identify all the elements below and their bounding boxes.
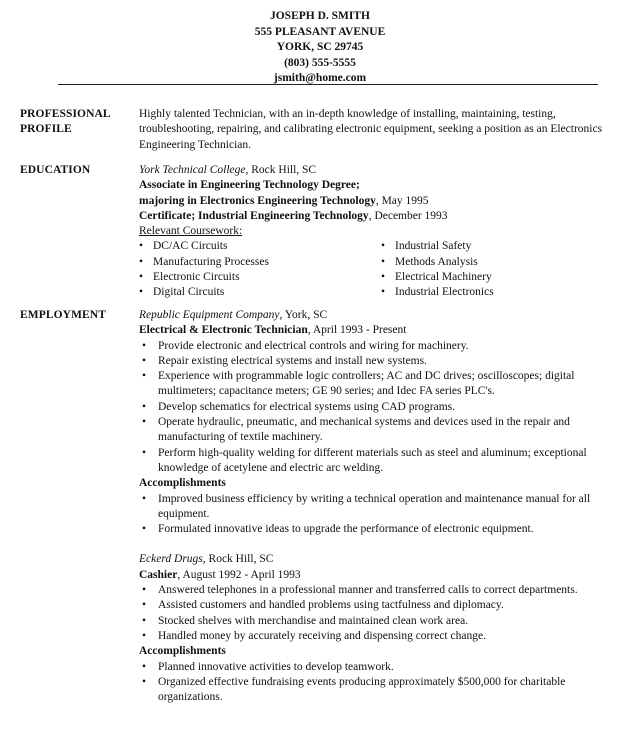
profile-label-line1: PROFESSIONAL — [20, 108, 111, 120]
coursework-list-left — [139, 239, 367, 300]
coursework-list-right — [381, 239, 609, 300]
certificate-date: , December 1993 — [368, 209, 448, 222]
accomplishments-heading: Accomplishments — [139, 477, 226, 490]
list-item: • Planned innovative activities to develop teamwork. — [139, 660, 609, 675]
job-dates: , April 1993 - Present — [307, 324, 407, 337]
profile-text: Highly talented Technician, with an in-depth knowledge of installing, maintaining, testing, troubleshooting, repairing, and calibrating electronic equipment, seeking a position as an Electronics Engineering Technician. — [139, 108, 603, 151]
list-item: • DC/AC Circuits — [139, 239, 367, 254]
company-line — [139, 308, 609, 323]
employment-section — [139, 308, 609, 705]
company-name: Republic Equipment Company — [139, 309, 280, 321]
list-item: • Provide electronic and electrical controls and wiring for machinery. — [139, 339, 609, 354]
list-item: • Formulated innovative ideas to upgrade the performance of electronic equipment. — [139, 522, 609, 537]
education-section — [139, 163, 609, 301]
company-line — [139, 552, 609, 567]
list-item: • Handled money by accurately receiving and dispensing correct change. — [139, 629, 609, 644]
list-item: • Develop schematics for electrical systems using CAD programs. — [139, 400, 609, 415]
profile-summary — [139, 107, 609, 153]
list-item: • Manufacturing Processes — [139, 255, 367, 270]
coursework-columns — [139, 239, 609, 300]
job-title: Cashier — [139, 568, 178, 581]
company-location: , York, SC — [279, 309, 328, 321]
certificate-line — [139, 209, 609, 224]
certificate-text: Certificate; Industrial Engineering Technology — [139, 209, 369, 222]
list-item: • Experience with programmable logic controllers; AC and DC drives; oscilloscopes; digital multimeters; capacitance meters; GE 90 series; and Idec FA series PLC's. — [139, 369, 609, 400]
job-title: Electrical & Electronic Technician — [139, 324, 308, 337]
street-address: 555 PLEASANT AVENUE — [254, 25, 386, 38]
job-title-line — [139, 323, 609, 338]
duties-list — [139, 583, 609, 644]
duties-list — [139, 339, 609, 477]
contact-header — [0, 9, 640, 87]
list-item: • Digital Circuits — [139, 285, 367, 300]
list-item: • Industrial Electronics — [381, 285, 609, 300]
job-title-line — [139, 568, 609, 583]
city-state-zip: YORK, SC 29745 — [276, 41, 364, 53]
school-location: , Rock Hill, SC — [245, 164, 317, 176]
job-entry-2 — [139, 552, 609, 705]
major-text: majoring in Electronics Engineering Technology — [139, 194, 376, 207]
list-item: • Improved business efficiency by writing a technical operation and maintenance manual for all equipment. — [139, 492, 609, 523]
major-date: , May 1995 — [375, 194, 429, 207]
phone-number: (803) 555-5555 — [284, 56, 356, 69]
list-item: • Electrical Machinery — [381, 270, 609, 285]
employment-section-label: EMPLOYMENT — [20, 309, 106, 321]
email-address: jsmith@home.com — [273, 72, 367, 84]
profile-label-line2: PROFILE — [20, 123, 72, 135]
company-location: , Rock Hill, SC — [202, 553, 274, 566]
list-item: • Assisted customers and handled problems using tactfulness and diplomacy. — [139, 598, 609, 613]
education-section-label: EDUCATION — [20, 164, 91, 176]
job-spacer — [139, 537, 609, 552]
school-line — [139, 163, 609, 178]
list-item: • Organized effective fundraising events producing approximately $500,000 for charitable organizations. — [139, 675, 609, 706]
company-name: Eckerd Drugs — [139, 553, 203, 566]
list-item: • Industrial Safety — [381, 239, 609, 254]
profile-section-label — [20, 107, 111, 137]
applicant-name: JOSEPH D. SMITH — [269, 10, 370, 22]
school-name: York Technical College — [139, 164, 246, 176]
list-item: • Repair existing electrical systems and install new systems. — [139, 354, 609, 369]
degree-line: Associate in Engineering Technology Degree; — [139, 179, 360, 192]
accomplishments-heading: Accomplishments — [139, 645, 226, 658]
list-item: • Electronic Circuits — [139, 270, 367, 285]
header-divider — [58, 84, 598, 85]
accomplishments-list — [139, 660, 609, 706]
list-item: • Methods Analysis — [381, 255, 609, 270]
list-item: • Operate hydraulic, pneumatic, and mechanical systems and devices used in the repair and manufacturing of textile machinery. — [139, 415, 609, 446]
coursework-heading: Relevant Coursework: — [139, 225, 243, 238]
job-entry-1 — [139, 308, 609, 537]
list-item: • Stocked shelves with merchandise and maintained clean work area. — [139, 614, 609, 629]
job-dates: , August 1992 - April 1993 — [177, 568, 301, 581]
list-item: • Answered telephones in a professional manner and transferred calls to correct departments. — [139, 583, 609, 598]
accomplishments-list — [139, 492, 609, 538]
major-line — [139, 194, 609, 209]
list-item: • Perform high-quality welding for different materials such as steel and aluminum; exceptional knowledge of acetylene and electric arc welding. — [139, 446, 609, 477]
